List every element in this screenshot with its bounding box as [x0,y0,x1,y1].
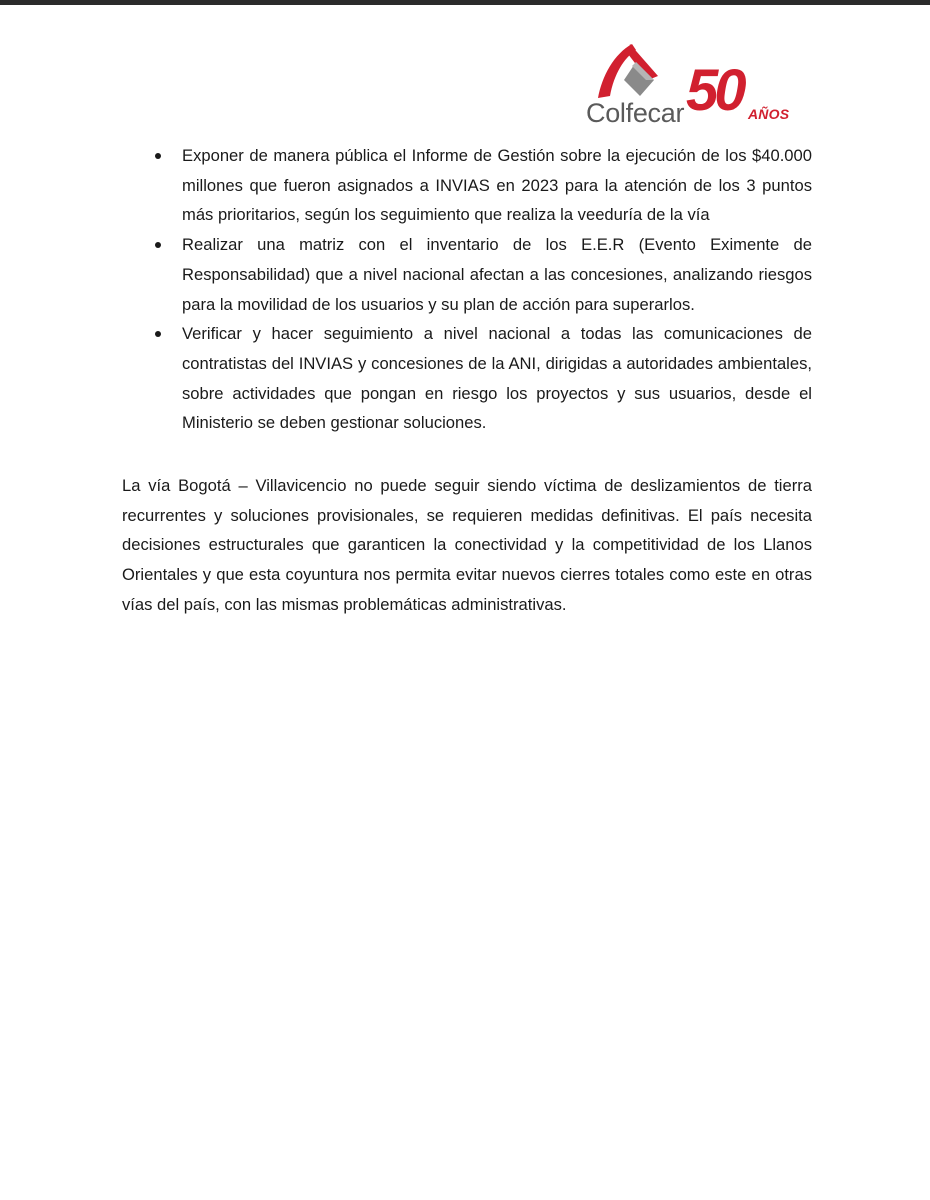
top-edge-bar [0,0,930,5]
bullet-dot-icon [155,153,161,159]
bullet-dot-icon [155,331,161,337]
bullet-list [122,141,812,438]
colfecar-emblem-icon [584,40,684,102]
colfecar-logo [584,40,794,130]
bullet-dot-icon [155,242,161,248]
closing-paragraph: La vía Bogotá – Villavicencio no puede seguir siendo víctima de deslizamientos de tierra recurrentes y soluciones provisionales, se requieren medidas definitivas. El país necesita decisiones estructurales que garanticen la conectividad y la competitividad de los Llanos Orientales y que esta coyuntura nos permita evitar nuevos cierres totales como este en otras vías del país, con las mismas problemáticas administrativas. [122,476,812,614]
bullet-item [122,141,812,230]
bullet-text: Exponer de manera pública el Informe de Gestión sobre la ejecución de los $40.000 millones que fueron asignados a INVIAS en 2023 para la atención de los 3 puntos más prioritarios, según los seguimiento que realiza la veeduría de la vía [182,146,812,225]
bullet-item [122,319,812,438]
anniversary-number: 50 [686,58,743,123]
bullet-text: Realizar una matriz con el inventario de los E.E.R (Evento Eximente de Responsabilidad) que a nivel nacional afectan a las concesiones, analizando riesgos para la movilidad de los usuarios y su plan de acción para superarlos. [182,235,812,314]
bullet-text: Verificar y hacer seguimiento a nivel nacional a todas las comunicaciones de contratistas del INVIAS y concesiones de la ANI, dirigidas a autoridades ambientales, sobre actividades que pongan en riesgo los proyectos y sus usuarios, desde el Ministerio se deben gestionar soluciones. [182,324,812,433]
anniversary-word: AÑOS [748,106,790,122]
logo-wordmark: Colfecar [586,98,685,128]
document-body [122,141,812,620]
bullet-item [122,230,812,319]
